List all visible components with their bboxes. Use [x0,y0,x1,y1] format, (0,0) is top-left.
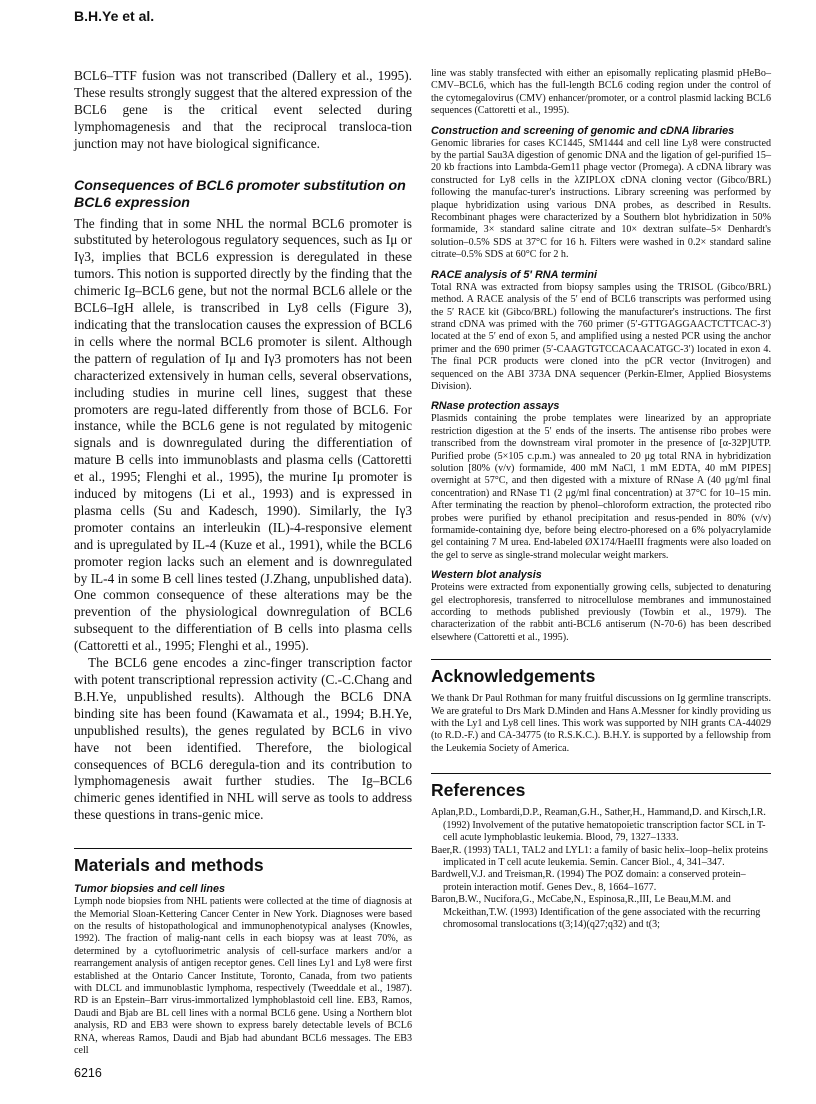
references-heading: References [431,780,526,801]
reference-item: Baer,R. (1993) TAL1, TAL2 and LYL1: a family of basic helix–loop–helix proteins implicated in T cell acute leukemia. Semin. Cancer Biol., 4, 341–347. [431,844,768,868]
paragraph-libraries: Genomic libraries for cases KC1445, SM1444 and cell line Ly8 were constructed by the partial Sau3A digestion of genomic DNA and the ligation of gel-purified 15–20 kb fractions into Lambda-Gem11 phage vector (Promega). A cDNA library was constructed for Ly8 cells in the λZIPLOX cDNA cloning vector (Gibco/BRL) following the manufac-turer's instructions. Library screening was performed by plaque hybridization using various DNA probes, as described in Results. Recombinant phages were characterized by a Southern blot hybridization in 50% formamide, 3× standard saline citrate and 10× dextran sulfate–5× Denhardt's solution–0.5% SDS at 37°C for 16 h. Filters were washed in 0.2× standard saline citrate–0.5% SDS at 60°C for 2 h. [431,137,771,261]
paragraph-cell-line-continuation: line was stably transfected with either an episomally replicating plasmid pHeBo–CMV–BCL6, which has the full-length BCL6 coding region under the control of the cytomegalovirus (CMV) enhancer/promoter, or a control plasmid lacking BCL6 sequences (Cattoretti et al., 1995). [431,68,771,117]
subheading-western: Western blot analysis [431,569,542,582]
paragraph-acknowledgements: We thank Dr Paul Rothman for many fruitful discussions on Ig germline transcripts. We are grateful to Drs Mark D.Minden and Hans A.Messner for kindly providing us with the Ly1 and Ly8 cell lines. This work was supported by NIH grants CA-44029 (to R.D.-F.) and CA-34775 (to R.S.K.C.). B.H.Y. is supported by a fellowship from the Leukemia Society of America. [431,693,771,754]
paragraph-promoter-substitution: The finding that in some NHL the normal BCL6 promoter is substituted by heterologous regulatory sequences, such as Iμ or Iγ3, implies that BCL6 expression is deregulated in these tumors. This notion is supported directly by the finding that the chimeric Ig–BCL6 gene, but not the normal BCL6 allele or the BCL6–IgH allele, is transcribed in Ly8 cells (Figure 3), indicating that the translocation causes the expression of BCL6 in cells where the normal BCL6 promoter is silent. Although the pattern of regulation of Iμ and Iγ3 promoters has not been characterized extensively in human cells, several observations, including studies in murine cell lines, suggest that these promoters are regu-lated differently from those of BCL6. For instance, while the BCL6 gene is not regulated by mitogenic signals and is downregulated during the differentiation of mature B cells into immunoblasts and plasma cells (Cattoretti et al., 1995; Flenghi et al., 1995), the murine Iμ promoter is induced by mitogens (Li et al., 1993) and is expressed in plasma cells (Su and Kadesch, 1990). Similarly, the Iγ3 promoter contains an interleukin (IL)-4-responsive element and is upregulated by IL-4 (Kuze et al., 1991), while the BCL6 promoter region lacks such an element and is downregulated by IL-4 in some B cell lines tested (J.Zhang, unpublished data). One common consequence of these alterations may be the prevention of the physiological downregulation of BCL6 subsequent to the differentiation of B cells into plasma cells (Cattoretti et al., 1995; Flenghi et al., 1995). [74,215,412,654]
section-heading-bcl6-promoter: Consequences of BCL6 promoter substitution on BCL6 expression [74,177,406,211]
subheading-libraries: Construction and screening of genomic and cDNA libraries [431,124,735,137]
intro-paragraph: BCL6–TTF fusion was not transcribed (Dallery et al., 1995). These results strongly suggest that the altered expression of the BCL6 gene is the critical event selected during lymphomagenesis and that the reciprocal transloca-tion junction may not have biological significance. [74,68,412,151]
methods-heading: Materials and methods [74,855,264,876]
paragraph-rnase: Plasmids containing the probe templates were linearized by an appropriate restriction digestion at the 5′ ends of the inserts. The antisense ribo probes were transcribed from the downstream viral promoter in the presence of [α-32P]UTP. Purified probe (5×105 c.p.m.) was annealed to 20 μg total RNA in hybridization solution [80% (v/v) formamide, 400 mM NaCl, 1 mM EDTA, 40 mM PIPES] overnight at 57°C, and then digested with a mixture of RNase A (40 μg/ml final concentration) and RNase T1 (2 μg/ml final concentration) at 37°C for 10–15 min. After terminating the reaction by phenol–chloroform extraction, the protected ribo probes were purified by ethanol precipitation and resus-pended in 80% (v/v) formamide-containing dye, before being electro-phoresed on a 6% polyacrylamide gel containing 7 M urea. End-labeled ØX174/HaeIII fragments were also loaded on the gel to serve as single-strand molecular weight markers. [431,413,771,561]
right-column [431,68,771,931]
reference-item: Baron,B.W., Nucifora,G., McCabe,N., Espinosa,R.,III, Le Beau,M.M. and Mckeithan,T.W. (1993) Identification of the gene associated with the recurring chromosomal translocations t(3;14)(q27;q32) and t(3; [431,894,761,930]
acknowledgements-heading: Acknowledgements [431,666,596,687]
reference-item: Aplan,P.D., Lombardi,D.P., Reaman,G.H., Sather,H., Hammand,D. and Kirsch,I.R. (1992) Involvement of the putative hematopoietic transcription factor SCL in T-cell acute lymphoblastic leukemia. Blood, 79, 1327–1333. [431,807,766,844]
reference-item: Bardwell,V.J. and Treisman,R. (1994) The POZ domain: a conserved protein–protein interaction motif. Genes Dev., 8, 1664–1677. [431,869,746,893]
subheading-rnase: RNase protection assays [431,400,560,413]
paragraph-western: Proteins were extracted from exponentially growing cells, subjected to denaturing gel electrophoresis, transferred to nitrocellulose membranes and immunostained according to methods published previously (Towbin et al., 1979). The characterization of the rabbit anti-BCL6 antiserum (N-70-6) has been described elsewhere (Cattoretti et al., 1995). [431,582,771,643]
subheading-race: RACE analysis of 5′ RNA termini [431,268,597,281]
running-header-author: B.H.Ye et al. [74,8,155,24]
reference-list [431,807,771,931]
page-number: 6216 [74,1066,102,1080]
paragraph-zinc-finger: The BCL6 gene encodes a zinc-finger transcription factor with potent transcriptional repression activity (C.-C.Chang and B.H.Ye, unpublished results). Although the BCL6 DNA binding site has been found (Kawamata et al., 1994; B.H.Ye, unpublished results), the genes regulated by BCL6 in vivo have not been identified. Therefore, the biological consequences of BCL6 deregula-tion and its contribution to lymphomagenesis await further studies. The Ig–BCL6 chimeric genes identified in NHL will serve as tools to address these questions in trans-genic mice. [74,655,412,823]
subheading-tumor-biopsies: Tumor biopsies and cell lines [74,883,225,896]
left-column [74,68,412,1057]
paragraph-race: Total RNA was extracted from biopsy samples using the TRISOL (Gibco/BRL) method. A RACE analysis of the 5′ end of BCL6 transcripts was performed using the 5′ RACE kit (Gibco/BRL) following the manufacturer's instructions. The first strand cDNA was primed with the 760 primer (5′-GTTGAGGAACTCTTCAC-3′) located at the 5′ end of exon 5, and amplified using a nested PCR using the anchor primer and the 690 primer (5′-CAAGTGTCCACAACATGC-3′) located in exon 4. The final PCR products were cloned into the pCR vector (Invitrogen) and sequenced on the ABI 373A DNA sequencer (Perkin-Elmer, Applied Biosystems Division). [431,281,771,392]
paragraph-tumor-biopsies: Lymph node biopsies from NHL patients were collected at the time of diagnosis at the Memorial Sloan-Kettering Cancer Center in New York. Diagnoses were based on the results of histopathological and immunophenotypical analyses (Knowles, 1992). The fraction of malig-nant cells in each biopsy was at least 70%, as determined by a cytofluorimetric analysis of cell-surface markers and/or a rearrangement analysis of antigen receptor genes. Cell lines Ly1 and Ly8 were first established at the Ontario Cancer Institute, Toronto, Canada, from two patients with DLCL and immunoblastic lymphoma, respectively (Tweeddale et al., 1987). RD is an Epstein–Barr virus-immortalized lymphoblastoid cell line. EB3, Ramos, Daudi and Bjab are BL cell lines with a normal BCL6 gene. Using a Northern blot analysis, RD and EB3 were shown to express barely detectable levels of BCL6 RNA, whereas Ramos, Daudi and Bjab had abundant BCL6 messages. The EB3 cell [74,896,412,1057]
